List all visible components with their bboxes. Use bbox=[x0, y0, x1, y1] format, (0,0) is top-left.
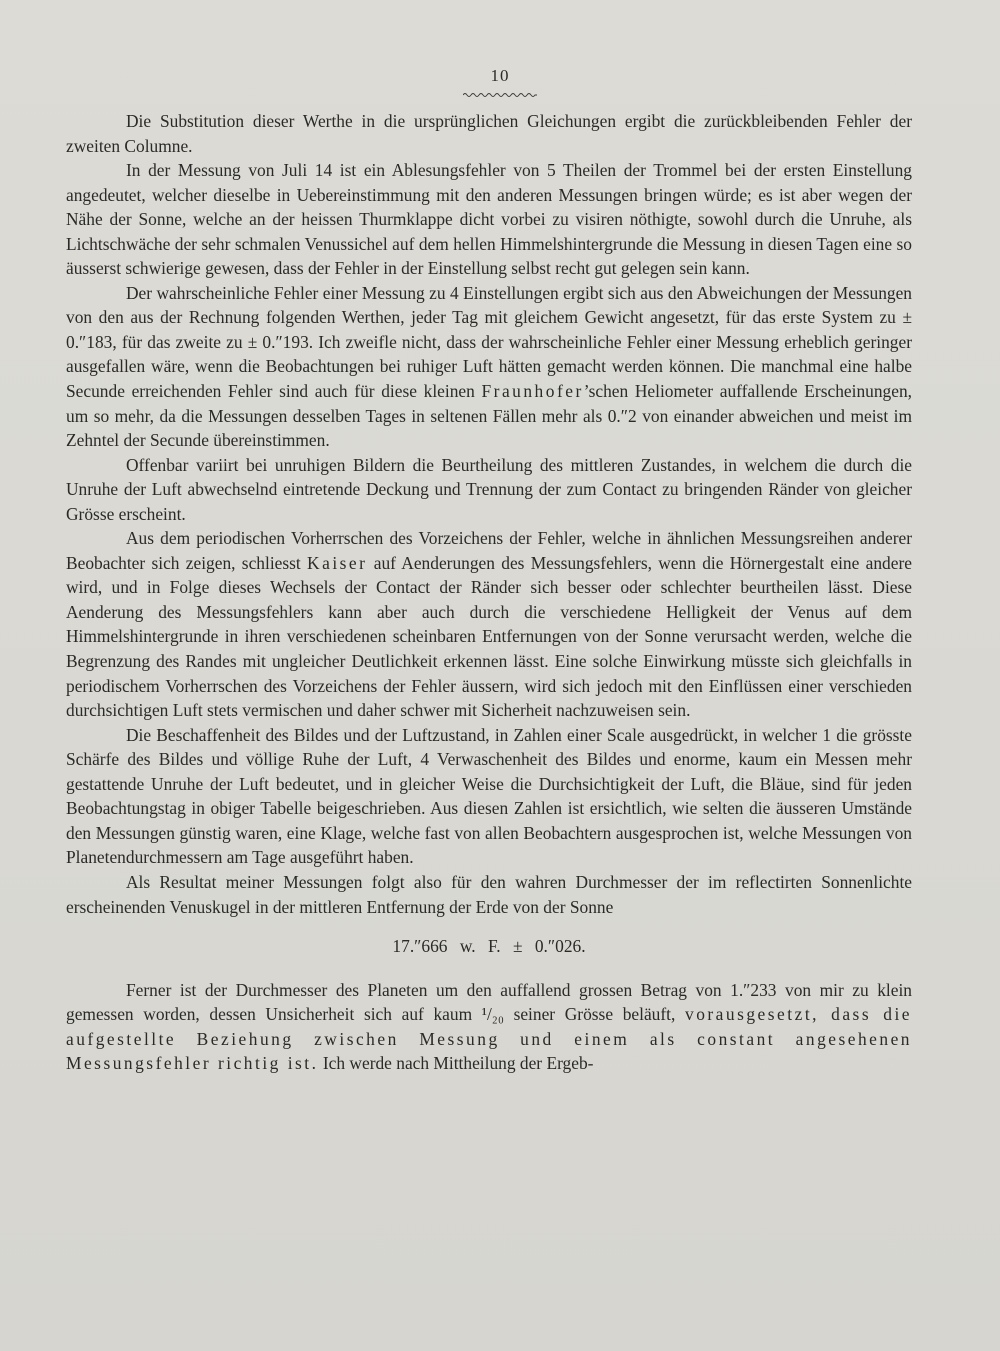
paragraph-text: ’schen Heliometer auffallende Erscheinungen, um so mehr, da die Messungen desselben Tages in seltenen Fällen mehr als 0.″2 von einander abweichen und meist im Zehntel der Secunde übereinstimmen. bbox=[66, 381, 912, 451]
name-kaiser: Kaiser bbox=[307, 552, 368, 573]
paragraph: Offenbar variirt bei unruhigen Bildern die Beurtheilung des mittleren Zustandes, in welchem die durch die Unruhe der Luft abwechselnd eintretende Deckung und Trennung der zum Contact zu bringenden Ränder von gleicher Grösse erscheint. bbox=[66, 454, 912, 524]
name-fraunhofer: Fraunhofer bbox=[481, 381, 584, 402]
page-header bbox=[0, 66, 1000, 98]
paragraph bbox=[66, 978, 912, 1076]
paragraph-text: Ich werde nach Mittheilung der Ergeb- bbox=[322, 1053, 594, 1074]
paragraph: In der Messung von Juli 14 ist ein Ablesungsfehler von 5 Theilen der Trommel bei der ersten Einstellung angedeutet, welcher dieselbe in Uebereinstimmung mit den anderen Messungen bringen würde; es ist aber wegen der Nähe der Sonne, welche an der heissen Thurmklappe dicht vorbei zu visiren nöthigte, sowohl durch die Unruhe, als Lichtschwäche der sehr schmalen Venussichel auf dem hellen Himmelshintergrunde die Messung in diesen Tagen eine so äusserst schwierige gewesen, dass der Fehler in der Einstellung selbst recht gut gelegen sein kann. bbox=[66, 160, 912, 279]
result-error: w. F. ± 0.″026. bbox=[459, 936, 586, 957]
paragraph bbox=[66, 281, 912, 453]
paragraph: Als Resultat meiner Messungen folgt also für den wahren Durchmesser der im reflectirten Sonnenlichte erscheinenden Venuskugel in der mittleren Entfernung der Erde von der Sonne bbox=[66, 871, 912, 917]
spaced-text: vorausgesetzt, dass die aufgestellte Beziehung zwischen Messung und einem als constant angesehenen Messungsfehler richtig ist. bbox=[66, 1004, 912, 1074]
paragraph bbox=[66, 526, 912, 722]
body-text bbox=[66, 109, 912, 1076]
paragraph: Die Substitution dieser Werthe in die ursprünglichen Gleichungen ergibt die zurückbleibenden Fehler der zweiten Columne. bbox=[66, 111, 912, 156]
paragraph-text: Aus dem periodischen Vorherrschen des Vorzeichens der Fehler, welche in ähnlichen Messungsreihen anderer Beobachter sich zeigen, schliesst bbox=[66, 528, 912, 573]
result-value: 17.″666 bbox=[392, 936, 448, 957]
page-number: 10 bbox=[490, 66, 510, 85]
wavy-rule-ornament bbox=[463, 92, 537, 98]
paragraph-text: Der wahrscheinliche Fehler einer Messung zu 4 Einstellungen ergibt sich aus den Abweichungen der Messungen von den aus der Rechnung folgenden Werthen, jeder Tag mit gleichem Gewicht angesetzt, für das erste System zu ± 0.″183, für das zweite zu ± 0.″193. Ich zweifle nicht, dass der wahrscheinliche Fehler einer Messung erheblich geringer ausgefallen wäre, wenn die Beobachtungen bei ruhiger Luft hätten gemacht werden können. Die manchmal eine halbe Secunde erreichenden Fehler sind auch für diese kleinen bbox=[66, 282, 912, 402]
paragraph: Die Beschaffenheit des Bildes und der Luftzustand, in Zahlen einer Scale ausgedrückt, in welcher 1 die grösste Schärfe des Bildes und völlige Ruhe der Luft, 4 Verwaschenheit des Bildes und enorme, kaum ein Messen mehr gestattende Unruhe der Luft bedeutet, und in gleicher Weise die Durchsichtigkeit der Luft, die Bläue, sind für jeden Beobachtungstag in obiger Tabelle beigeschrieben. Aus diesen Zahlen ist ersichtlich, wie selten die äusseren Umstände den Messungen günstig waren, eine Klage, welche fast von allen Beobachtern ausgesprochen ist, welche Messungen von Planetendurchmessern am Tage ausgeführt haben. bbox=[66, 724, 912, 868]
result-formula bbox=[66, 934, 912, 959]
paragraph-text: auf Aenderungen des Messungsfehlers, wenn die Hörnergestalt eine andere wird, und in Folge dieses Wechsels der Contact der Ränder sich besser oder schlechter beurtheilen lässt. Diese Aenderung des Messungsfehlers kann aber auch durch die verschiedene Helligkeit der Venus auf dem Himmelshintergrunde in ihren verschiedenen scheinbaren Entfernungen von der Sonne verursacht werden, welche die Begrenzung des Randes mit ungleicher Deutlichkeit erkennen lässt. Eine solche Einwirkung müsste sich gleichfalls in periodischem Vorherrschen des Vorzeichens der Fehler äussern, wird sich jedoch mit den Einflüssen einer verschieden durchsichtigen Luft stets vermischen und daher schwer mit Sicherheit nachzuweisen sein. bbox=[66, 552, 912, 721]
paragraph-text: Ferner ist der Durchmesser des Planeten um den auffallend grossen Betrag von 1.″233 von mir zu klein gemessen worden, dessen Unsicherheit sich auf kaum ¹/₂₀ seiner Grösse beläuft, bbox=[66, 979, 912, 1025]
